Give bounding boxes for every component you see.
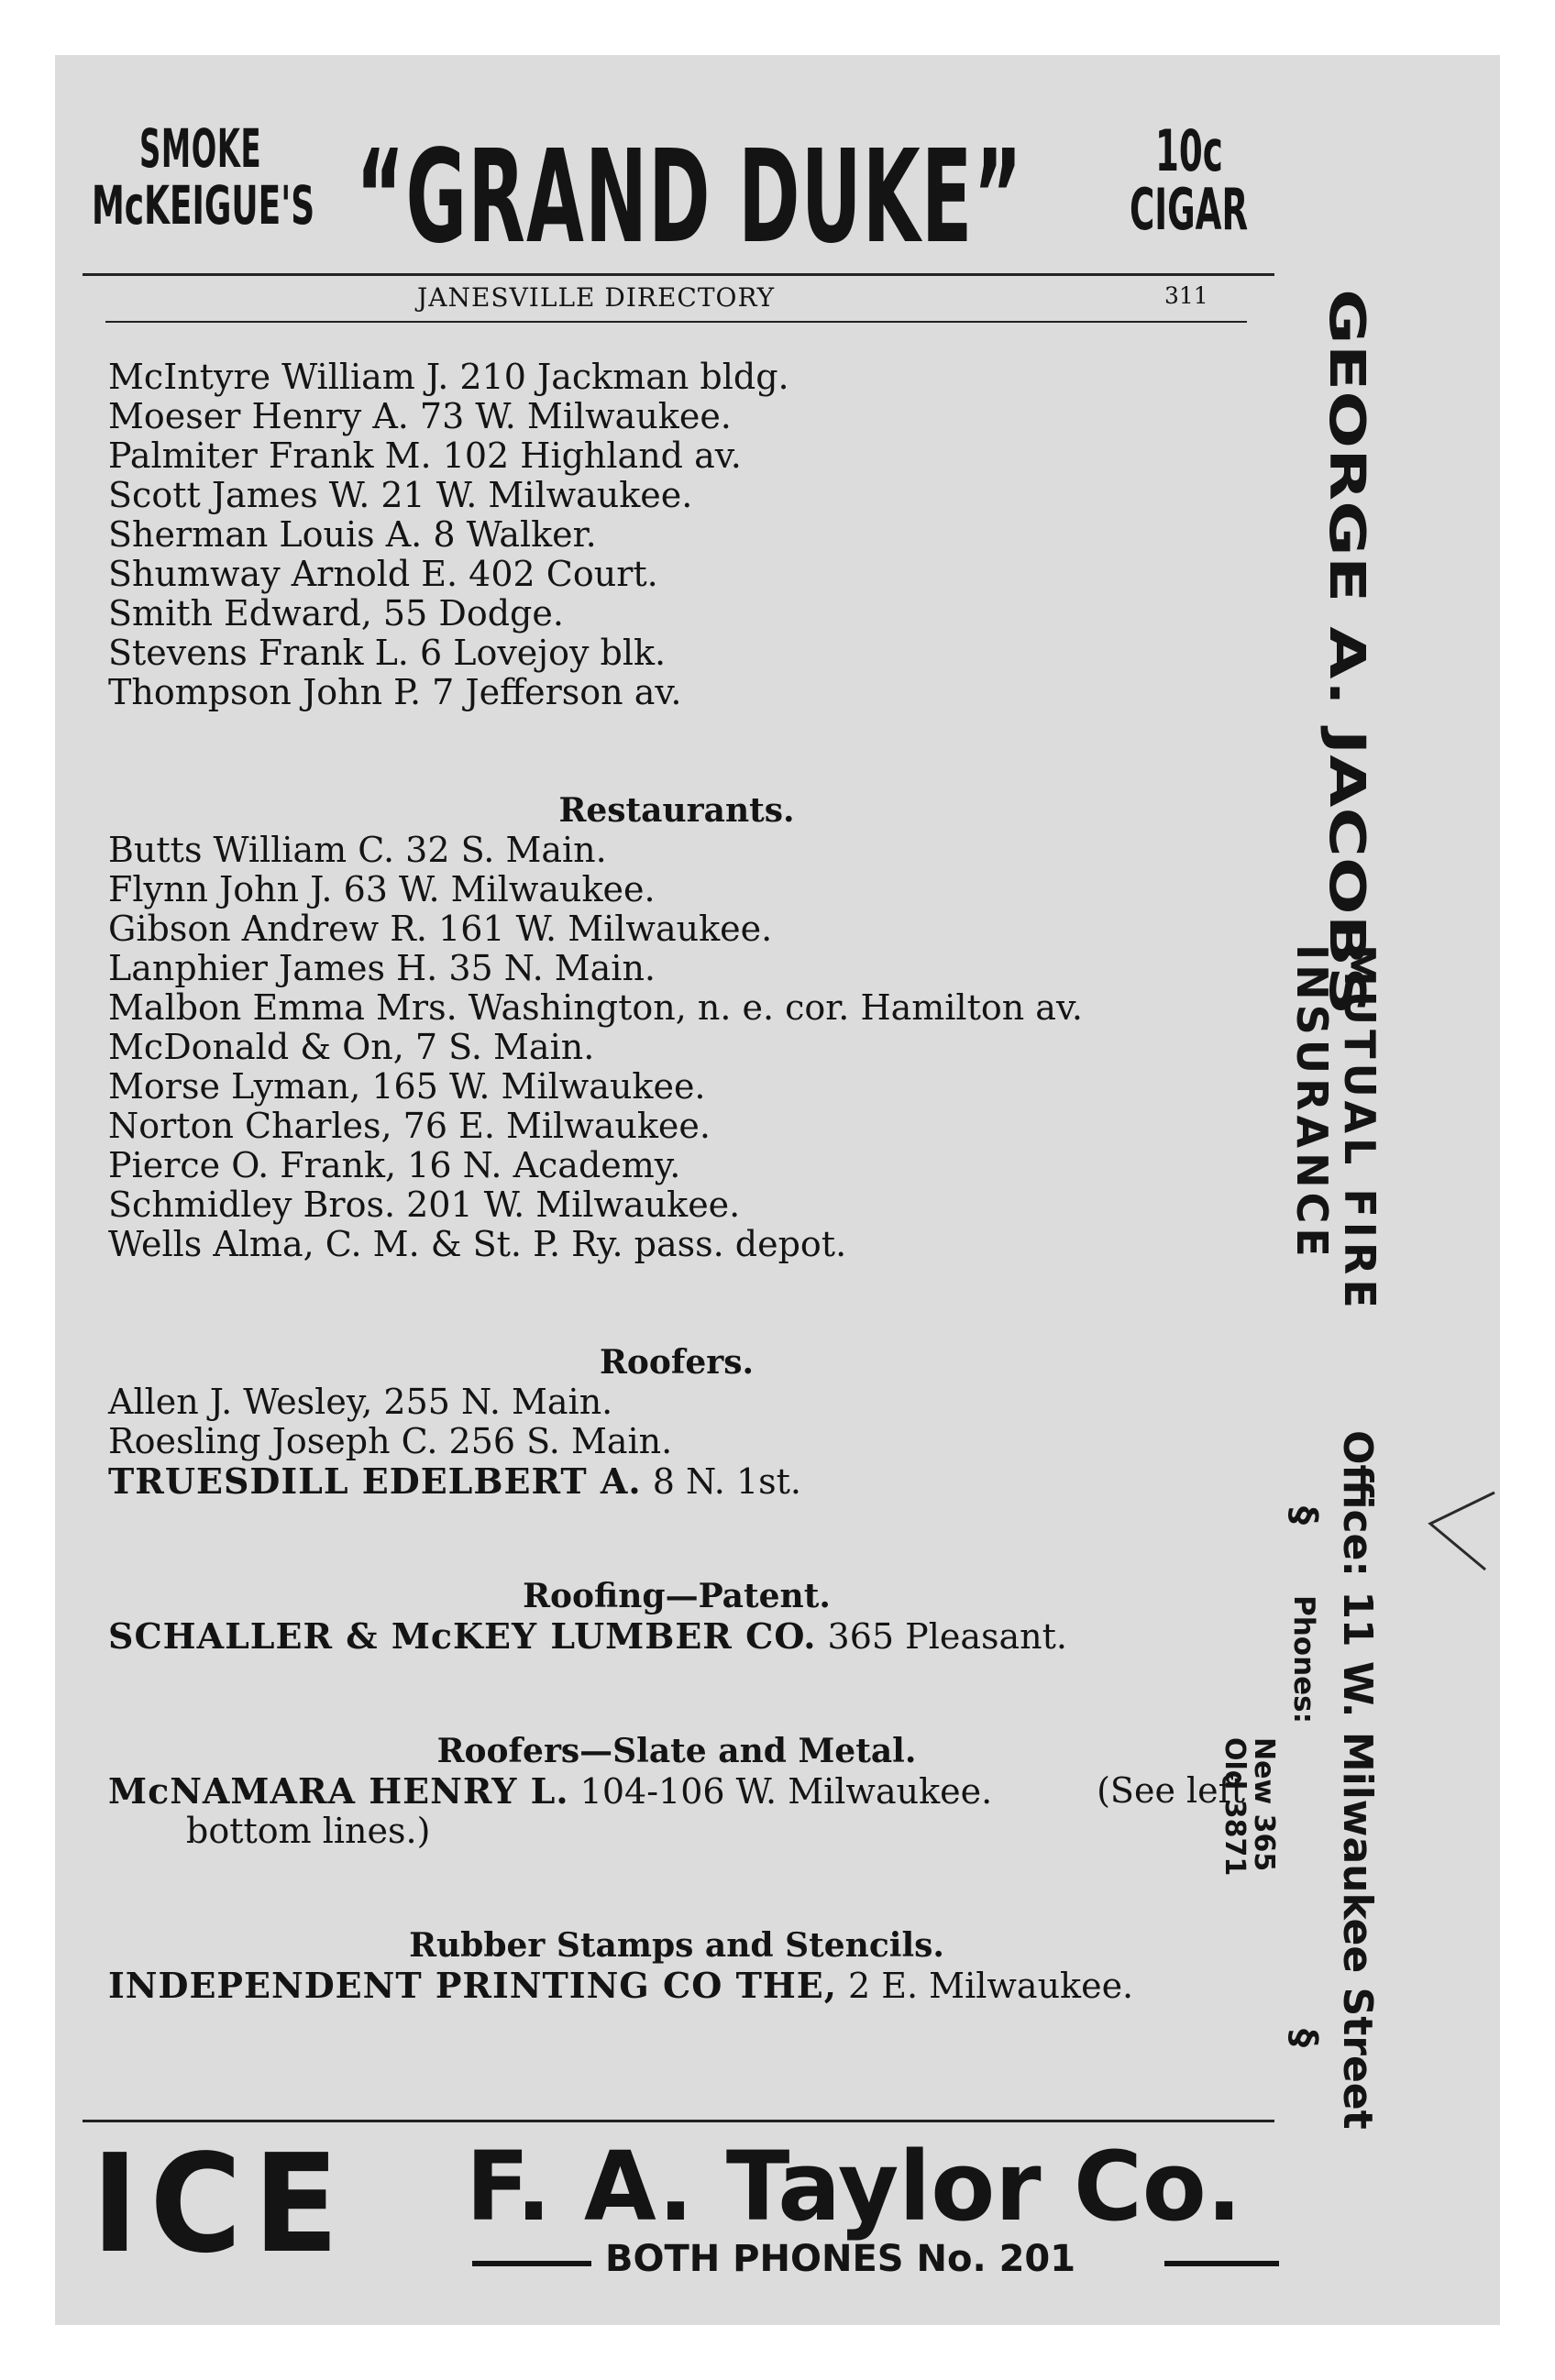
list-item: Thompson John P. 7 Jefferson av. bbox=[108, 672, 682, 712]
ad-office-address: Office: 11 W. Milwaukee Street bbox=[1334, 1430, 1381, 2130]
list-item: Schmidley Bros. 201 W. Milwaukee. bbox=[108, 1184, 741, 1225]
list-item: Malbon Emma Mrs. Washington, n. e. cor. Hamilton av. bbox=[108, 987, 1083, 1028]
ornament-icon: § bbox=[1283, 2029, 1325, 2047]
entry-name: INDEPENDENT PRINTING CO THE, bbox=[108, 1965, 837, 2006]
intro-list bbox=[108, 358, 1245, 712]
ornament-icon: § bbox=[1283, 1506, 1325, 1525]
directory-column bbox=[108, 358, 1245, 2006]
list-item: Sherman Louis A. 8 Walker. bbox=[108, 514, 597, 555]
restaurants-list bbox=[108, 831, 1245, 1264]
entry-address: 104-106 W. Milwaukee. bbox=[568, 1771, 993, 1812]
section-heading-roofers-slate: Roofers—Slate and Metal. bbox=[436, 1732, 917, 1770]
list-item: Lanphier James H. 35 N. Main. bbox=[108, 948, 656, 988]
section-heading-roofers: Roofers. bbox=[599, 1343, 755, 1382]
list-item: Stevens Frank L. 6 Lovejoy blk. bbox=[108, 633, 667, 673]
list-item bbox=[108, 1771, 1245, 1812]
bottom-rule bbox=[83, 2120, 1274, 2122]
list-item: Morse Lyman, 165 W. Milwaukee. bbox=[108, 1066, 706, 1107]
list-item: Flynn John J. 63 W. Milwaukee. bbox=[108, 869, 656, 909]
entry-see-note: (See left bbox=[1097, 1770, 1245, 1811]
list-item: Allen J. Wesley, 255 N. Main. bbox=[108, 1382, 613, 1422]
ad-phone-new: New 365 bbox=[1248, 1737, 1280, 1872]
divider bbox=[1164, 2261, 1279, 2266]
list-item-continuation: bottom lines.) bbox=[186, 1811, 431, 1851]
cigar-ad bbox=[83, 117, 1274, 272]
entry-address: 2 E. Milwaukee. bbox=[836, 1966, 1134, 2006]
section-heading-rubber-stamps: Rubber Stamps and Stencils. bbox=[409, 1926, 944, 1965]
list-item: Palmiter Frank M. 102 Highland av. bbox=[108, 435, 742, 476]
ad-mckeigues-text: McKEIGUE'S bbox=[92, 174, 315, 237]
entry-name: TRUESDILL EDELBERT A. bbox=[108, 1460, 642, 1502]
ad-agent-name: GEORGE A. JACOBS bbox=[1318, 289, 1375, 1016]
pencil-mark-icon bbox=[1421, 1487, 1504, 1579]
list-item: Gibson Andrew R. 161 W. Milwaukee. bbox=[108, 909, 773, 949]
list-item: Shumway Arnold E. 402 Court. bbox=[108, 554, 658, 594]
entry-address: 8 N. 1st. bbox=[641, 1461, 801, 1502]
ad-price-text: 10c bbox=[1155, 117, 1223, 184]
header-rule bbox=[105, 321, 1247, 323]
ad-mutual-fire: MUTUAL FIRE bbox=[1335, 944, 1384, 1313]
roofers-list bbox=[108, 1383, 1245, 1502]
ad-ice-text: ICE bbox=[92, 2125, 351, 2283]
list-item bbox=[108, 1461, 1245, 1502]
list-item bbox=[108, 1966, 1245, 2006]
list-item: McDonald & On, 7 S. Main. bbox=[108, 1027, 595, 1067]
ad-insurance: INSURANCE bbox=[1287, 944, 1337, 1262]
list-item: Scott James W. 21 W. Milwaukee. bbox=[108, 475, 693, 515]
ad-company-name: F. A. Taylor Co. bbox=[466, 2131, 1242, 2242]
ad-phone-old: Old 3871 bbox=[1219, 1737, 1251, 1877]
list-item: Pierce O. Frank, 16 N. Academy. bbox=[108, 1145, 681, 1185]
section-heading-roofing-patent: Roofing—Patent. bbox=[523, 1577, 831, 1615]
list-item: Smith Edward, 55 Dodge. bbox=[108, 593, 564, 634]
running-title: JANESVILLE DIRECTORY bbox=[417, 282, 776, 313]
list-item bbox=[108, 1616, 1245, 1657]
ad-smoke-text: SMOKE bbox=[139, 117, 262, 180]
ad-cigar-text: CIGAR bbox=[1130, 176, 1249, 243]
divider bbox=[472, 2261, 591, 2266]
page-number: 311 bbox=[1164, 282, 1208, 309]
list-item: Wells Alma, C. M. & St. P. Ry. pass. depot. bbox=[108, 1224, 847, 1264]
entry-name: SCHALLER & McKEY LUMBER CO. bbox=[108, 1615, 817, 1657]
list-item: Norton Charles, 76 E. Milwaukee. bbox=[108, 1106, 711, 1146]
list-item: Butts William C. 32 S. Main. bbox=[108, 830, 607, 870]
entry-address: 365 Pleasant. bbox=[816, 1616, 1067, 1657]
top-rule bbox=[83, 273, 1274, 276]
section-heading-restaurants: Restaurants. bbox=[558, 791, 795, 830]
list-item: Moeser Henry A. 73 W. Milwaukee. bbox=[108, 396, 732, 436]
ad-phones-label: Phones: bbox=[1287, 1595, 1320, 1724]
entry-name: McNAMARA HENRY L. bbox=[108, 1770, 569, 1812]
list-item: McIntyre William J. 210 Jackman bldg. bbox=[108, 357, 789, 397]
ad-phones-text: BOTH PHONES No. 201 bbox=[605, 2238, 1076, 2280]
ad-phone-numbers bbox=[1219, 1737, 1278, 1876]
ad-phones-line bbox=[463, 2238, 1279, 2286]
ad-brand-text: “GRAND DUKE” bbox=[356, 123, 1024, 272]
list-item: Roesling Joseph C. 256 S. Main. bbox=[108, 1421, 673, 1461]
